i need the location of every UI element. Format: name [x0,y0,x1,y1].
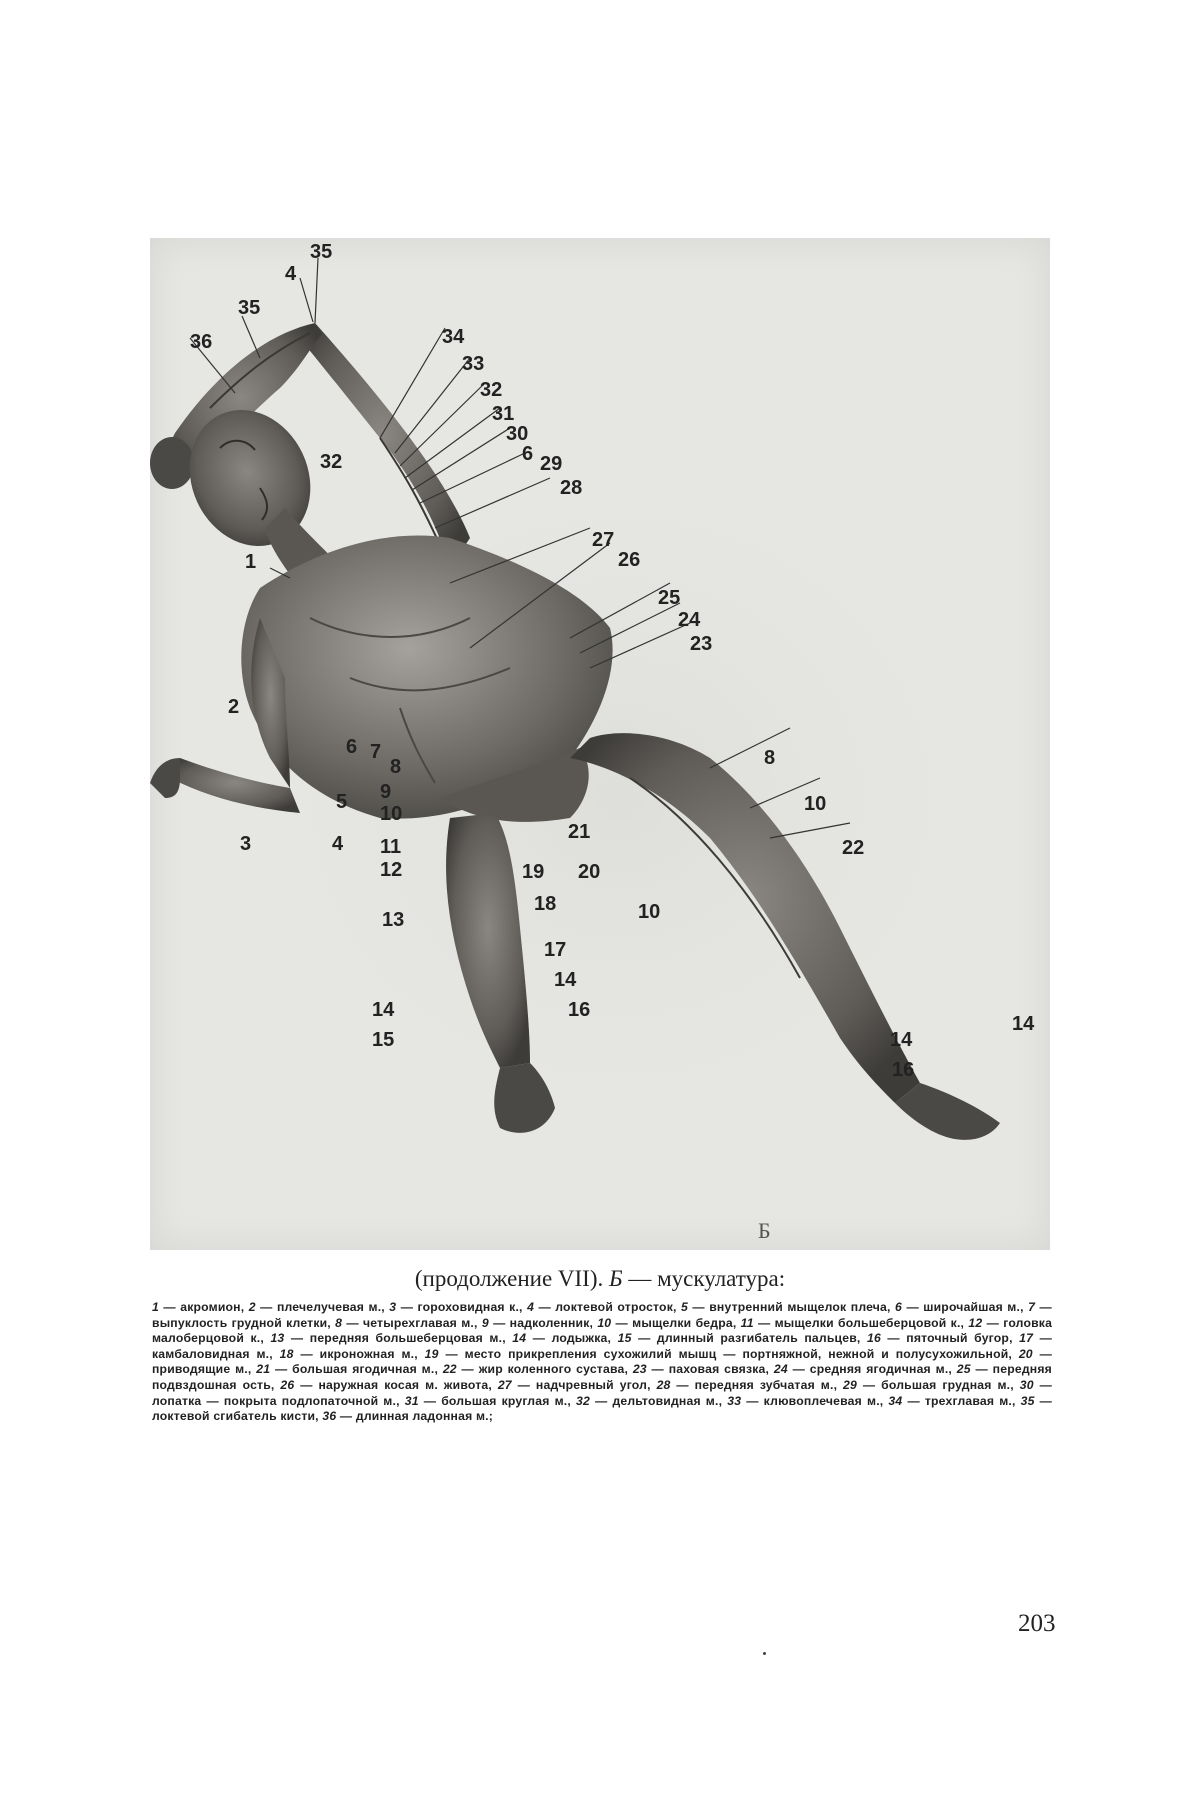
legend-item [527,1300,677,1314]
legend-text: — клювоплечевая м., [746,1393,884,1408]
legend-item [335,1316,477,1330]
fig-label-27: 27 [592,529,615,551]
fig-label-32a: 32 [480,379,503,401]
fig-label-32b: 32 [320,451,343,473]
legend-text: — икроножная м., [300,1346,418,1361]
legend-item [888,1394,1015,1408]
legend-item [280,1347,418,1361]
figure-legend [152,1300,1052,1425]
fig-label-28: 28 [560,477,583,499]
legend-text: — гороховидная к., [400,1300,523,1314]
legend-number: 10 [597,1315,612,1330]
page-number: 203 [1018,1610,1056,1637]
legend-text: — пяточный бугор, [887,1331,1013,1346]
fig-label-6a: 6 [522,443,534,465]
legend-text: — длинная ладонная м.; [339,1409,494,1424]
legend-item [405,1394,571,1408]
legend-text: — мыщелки большеберцовой к., [757,1315,965,1330]
fig-label-14c: 14 [1012,1013,1035,1035]
legend-number: 13 [270,1331,285,1346]
legend-item [597,1316,736,1330]
legend-text: — четырехглавая м., [346,1315,478,1330]
legend-text: — средняя ягодичная м., [792,1362,953,1377]
legend-number: 3 [389,1300,397,1314]
fig-label-14d: 14 [890,1029,913,1051]
legend-item [482,1316,593,1330]
fig-label-10c: 10 [638,901,661,923]
legend-text: — передняя большеберцовая м., [290,1331,506,1346]
fig-label-26: 26 [618,549,641,571]
fig-label-12: 12 [380,859,403,881]
legend-number: 4 [527,1300,535,1314]
legend-number: 5 [681,1300,688,1314]
legend-number: 30 [1019,1377,1034,1392]
legend-number: 1 [152,1300,159,1314]
legend-number: 12 [968,1315,983,1330]
fig-label-30: 30 [506,423,529,445]
legend-number: 18 [279,1346,294,1361]
legend-number: 11 [740,1315,754,1330]
legend-number: 23 [632,1362,647,1377]
legend-text: — лопатка — покрыта подлопаточной м., [152,1377,1052,1408]
fig-label-9: 9 [380,781,392,803]
legend-number: 9 [481,1315,489,1330]
legend-number: 36 [322,1409,337,1424]
fig-label-18: 18 [534,893,557,915]
fig-label-34: 34 [442,326,465,348]
legend-number: 19 [424,1346,439,1361]
legend-number: 2 [248,1300,256,1314]
caption-suffix: — мускулатура: [628,1266,786,1291]
fig-label-13: 13 [382,909,405,931]
legend-item [389,1300,522,1314]
legend-item [256,1362,438,1376]
legend-text: — дельтовидная м., [595,1393,723,1408]
fig-label-31: 31 [492,403,515,425]
legend-text: — мыщелки бедра, [615,1315,737,1330]
legend-text: — лодыжка, [532,1331,612,1346]
legend-text: — приводящие м., [152,1346,1052,1377]
fig-label-1: 1 [245,551,257,573]
legend-number: 29 [843,1377,857,1392]
fig-label-8: 8 [390,756,402,778]
fig-label-10: 10 [380,803,403,825]
legend-item [681,1300,891,1314]
legend-text: — передняя подвздошная ость, [152,1362,1052,1392]
legend-number: 27 [497,1377,512,1392]
fig-label-16a: 16 [568,999,591,1021]
legend-text: — локтевой отросток, [538,1300,677,1314]
legend-text: — акромион, [163,1300,245,1314]
fig-label-5: 5 [336,791,348,813]
legend-item [280,1378,492,1392]
legend-item [618,1331,861,1345]
figure-letter: Б [758,1218,771,1243]
fig-label-11: 11 [380,836,402,858]
caption-title [150,1266,1050,1292]
fig-label-22: 22 [842,837,865,859]
legend-item [657,1378,838,1392]
fig-label-2: 2 [228,696,240,718]
fig-label-16b: 16 [892,1059,915,1081]
legend-number: 20 [1018,1346,1033,1361]
fig-label-4-top: 4 [285,263,297,285]
legend-text: — большая ягодичная м., [274,1362,439,1377]
legend-text: — паховая связка, [651,1362,770,1377]
legend-item [270,1331,505,1345]
legend-text: — большая круглая м., [423,1393,571,1408]
legend-number: 14 [512,1331,527,1346]
fig-label-15: 15 [372,1029,395,1051]
fig-label-7: 7 [370,741,382,763]
print-dot [763,1652,766,1655]
fig-label-6: 6 [346,736,358,758]
legend-text: — место прикрепления сухожилий мышц — портняжной, нежной и полусухожильной, [445,1346,1012,1361]
legend-item [512,1331,611,1345]
legend-text: — внутренний мыщелок плеча, [692,1300,891,1314]
legend-text: — длинный разгибатель пальцев, [638,1331,861,1346]
legend-number: 33 [727,1393,742,1408]
legend-text: — наружная косая м. живота, [300,1377,492,1392]
legend-number: 34 [888,1393,903,1408]
fig-label-23: 23 [690,633,713,655]
fig-label-14b: 14 [554,969,577,991]
fig-label-4: 4 [332,833,344,855]
legend-item [322,1409,493,1423]
legend-number: 21 [256,1362,271,1377]
legend-text: — передняя зубчатая м., [676,1377,838,1392]
legend-number: 22 [442,1362,457,1377]
legend-number: 35 [1020,1393,1035,1408]
legend-number: 7 [1028,1300,1036,1314]
fig-label-24: 24 [678,609,701,631]
legend-number: 16 [866,1331,881,1346]
legend-number: 26 [280,1377,295,1392]
fig-label-33: 33 [462,353,485,375]
legend-text: — трехглавая м., [907,1393,1016,1408]
legend-item [633,1362,769,1376]
fig-label-19: 19 [522,861,545,883]
legend-number: 6 [895,1300,903,1314]
legend-number: 25 [956,1362,971,1377]
legend-item [576,1394,722,1408]
legend-text: — камбаловидная м., [152,1331,1052,1361]
legend-item [741,1316,964,1330]
legend-item [498,1378,651,1392]
legend-text: — надколенник, [493,1315,594,1330]
fig-label-10b: 10 [804,793,827,815]
muscle-illustration [150,238,1050,1250]
legend-number: 15 [617,1331,632,1346]
fig-label-21: 21 [568,821,591,843]
legend-text: — локтевой сгибатель кисти, [152,1393,1053,1424]
legend-item [843,1378,1014,1392]
legend-item [727,1394,883,1408]
fig-label-29: 29 [540,453,563,475]
fig-label-8b: 8 [764,747,776,769]
fig-label-14a: 14 [372,999,395,1021]
legend-text: — большая грудная м., [862,1377,1014,1392]
anatomy-figure [150,238,1050,1250]
legend-item [443,1362,628,1376]
legend-text: — надчревный угол, [517,1377,651,1392]
legend-text: — широчайшая м., [906,1300,1024,1314]
legend-text: — головка малоберцовой к., [152,1315,1053,1346]
legend-number: 32 [576,1393,590,1408]
legend-item [152,1300,244,1314]
legend-number: 8 [335,1315,343,1330]
legend-item [867,1331,1013,1345]
fig-label-5-top: 35 [310,241,333,263]
legend-number: 24 [773,1362,788,1377]
fig-label-35: 35 [238,297,261,319]
legend-number: 31 [404,1393,419,1408]
legend-text: —выпуклость грудной клетки, [152,1300,1052,1330]
fig-label-17: 17 [544,939,567,961]
fig-label-25: 25 [658,587,681,609]
legend-item [425,1347,1012,1361]
legend-item [774,1362,952,1376]
caption-letter: Б [609,1266,623,1291]
caption-prefix: (продолжение VII). [414,1266,604,1291]
fig-label-36: 36 [190,331,213,353]
legend-number: 28 [656,1377,671,1392]
legend-number: 17 [1019,1331,1034,1346]
legend-text: — плечелучевая м., [260,1300,385,1314]
fig-label-20: 20 [578,861,601,883]
legend-text: — жир коленного сустава, [461,1362,629,1377]
fig-label-3: 3 [240,833,252,855]
legend-item [895,1300,1024,1314]
legend-item [249,1300,385,1314]
